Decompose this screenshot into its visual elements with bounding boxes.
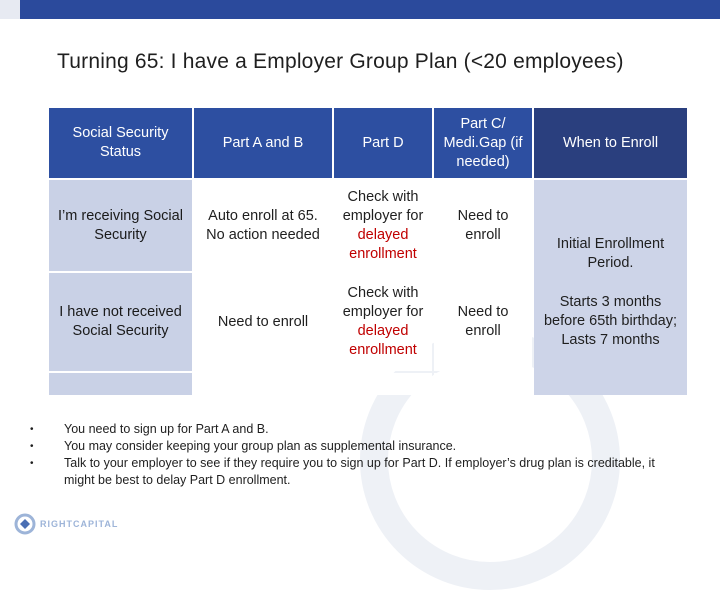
part-d-highlight: delayed enrollment (349, 226, 417, 262)
header-part-a-b: Part A and B (194, 108, 332, 178)
enroll-period: Initial Enrollment Period. (556, 236, 665, 271)
list-item: • You need to sign up for Part A and B. (30, 422, 269, 436)
part-d-text: Check with employer for (342, 188, 424, 224)
enroll-timing: Starts 3 months before 65th birthday; Lasts 7 months (543, 294, 677, 348)
bullet-icon: • (30, 458, 34, 469)
row-not-received-part-ab: Need to enroll (194, 273, 332, 371)
list-item: • Talk to your employer to see if they require you to sign up for Part D. If employer’s drug plan is creditable, it might be best to delay Part D enrollment. (30, 456, 655, 487)
part-d-highlight: delayed enrollment (349, 323, 417, 358)
row-filler (434, 373, 532, 395)
header-social-security-status: Social Security Status (49, 108, 192, 178)
row-not-received-status: I have not received Social Security (49, 273, 192, 371)
top-accent-bar-edge (0, 0, 20, 19)
logo-text: RIGHTCAPITAL (40, 519, 119, 529)
row-filler (194, 373, 332, 395)
header-part-d: Part D (334, 108, 432, 178)
row-filler (334, 373, 432, 395)
row-receiving-status: I’m receiving Social Security (49, 180, 192, 271)
bullet-list (30, 421, 670, 489)
row-receiving-part-d (334, 180, 432, 271)
row-receiving-part-c: Need to enroll (434, 180, 532, 271)
row-not-received-part-c: Need to enroll (434, 273, 532, 371)
row-receiving-part-ab: Auto enroll at 65. No action needed (194, 180, 332, 271)
rightcapital-logo (14, 513, 118, 535)
header-when-to-enroll: When to Enroll (534, 108, 687, 178)
bullet-icon: • (30, 441, 34, 452)
logo-mark-icon (14, 513, 36, 535)
enrollment-table (49, 108, 687, 395)
when-to-enroll-cell (534, 180, 687, 395)
row-filler (49, 373, 192, 395)
header-part-c: Part C/ Medi.Gap (if needed) (434, 108, 532, 178)
top-accent-bar (0, 0, 720, 19)
list-item: • You may consider keeping your group plan as supplemental insurance. (30, 439, 457, 453)
part-d-text: Check with employer for (342, 285, 424, 320)
bullet-icon: • (30, 424, 34, 435)
row-not-received-part-d (334, 273, 432, 371)
slide-title: Turning 65: I have a Employer Group Plan (<20 employees) (57, 50, 624, 73)
